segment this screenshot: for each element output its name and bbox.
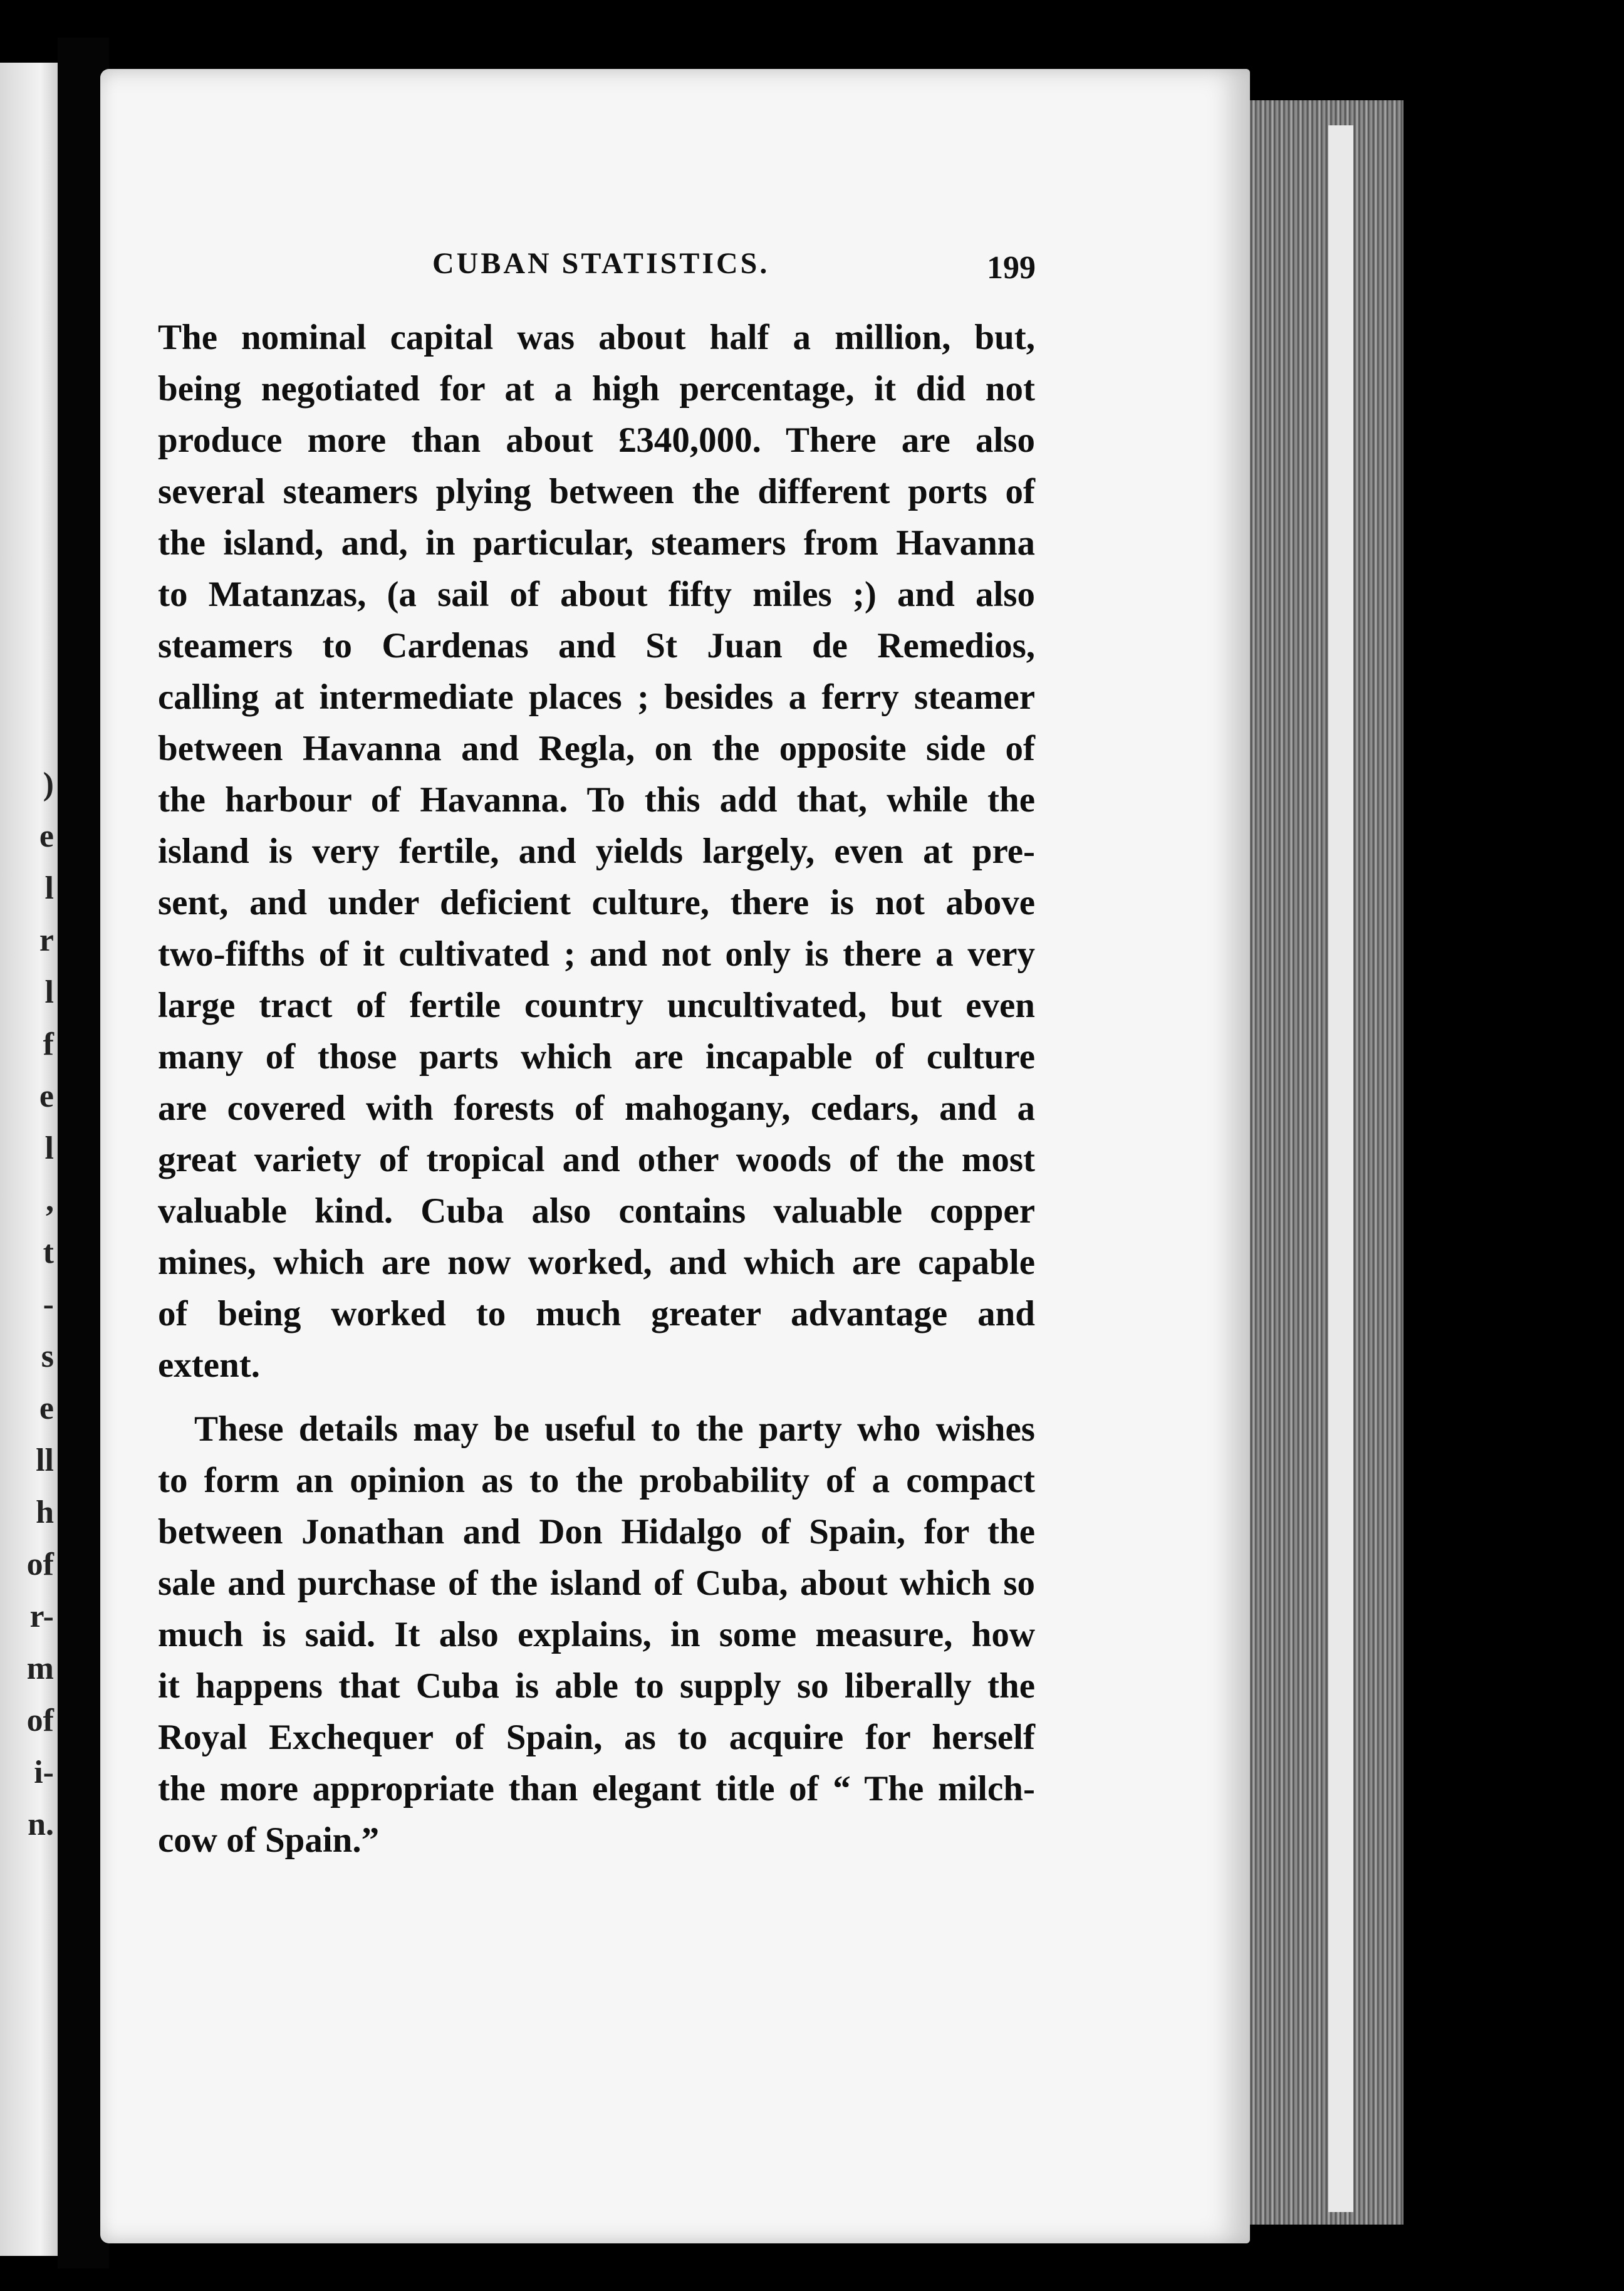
text-line: between Jonathan and Don Hidalgo of Spain, for the [158,1512,1035,1552]
fragment-line: r- [29,1599,54,1634]
text-line: are covered with forests of mahogany, cedars, and a [158,1088,1035,1128]
text-line: being negotiated for at a high percentage, it did not [158,369,1035,409]
fragment-line: t [43,1234,54,1270]
text-line: to Matanzas, (a sail of about fifty miles ;) and also [158,575,1035,614]
fragment-line: s [41,1339,54,1374]
fragment-line: e [39,1078,54,1114]
text-line: island is very fertile, and yields largely, even at pre- [158,832,1035,871]
text-line: two-fifths of it cultivated ; and not only is there a very [158,934,1035,974]
facing-page-edge [0,63,58,2256]
fragment-line: m [26,1651,54,1686]
text-line: steamers to Cardenas and St Juan de Remedios, [158,626,1035,665]
text-line: it happens that Cuba is able to supply so liberally the [158,1666,1035,1706]
fragment-line: e [39,1391,54,1426]
fragment-line: ) [43,766,54,802]
fragment-line: l [44,870,54,906]
fragment-line: n. [28,1807,54,1842]
text-line: several steamers plying between the different ports of [158,472,1035,511]
text-line: to form an opinion as to the probability of a compact [158,1461,1035,1500]
text-line: calling at intermediate places ; besides a ferry steamer [158,677,1035,717]
fragment-line: - [43,1286,54,1322]
text-line: extent. [158,1345,261,1385]
text-line: valuable kind. Cuba also contains valuable copper [158,1191,1035,1231]
facing-page-fragments [4,758,54,1850]
page-stack-highlight [1328,125,1353,2212]
fragment-line: e [39,818,54,854]
text-line: the more appropriate than elegant title of “ The milch- [158,1769,1035,1808]
page-stack-edges [1247,100,1403,2225]
paragraph-2 [158,1404,1035,1866]
text-line: Royal Exchequer of Spain, as to acquire for herself [158,1718,1035,1757]
fragment-line: of [26,1703,54,1738]
fragment-line: , [46,1182,54,1218]
text-line: large tract of fertile country uncultivated, but even [158,986,1035,1025]
text-line: great variety of tropical and other woods of the most [158,1140,1035,1179]
text-line: produce more than about £340,000. There are also [158,420,1035,460]
fragment-line: of [26,1547,54,1582]
text-line: The nominal capital was about half a million, but, [158,318,1035,357]
text-line: sent, and under deficient culture, there is not above [158,883,1035,922]
fragment-line: h [36,1495,54,1530]
text-line: of being worked to much greater advantage and [158,1294,1035,1333]
text-line: between Havanna and Regla, on the opposite side of [158,729,1035,768]
text-line: These details may be useful to the party who wishes [194,1409,1035,1449]
paragraph-1 [158,312,1035,1391]
fragment-line: l [44,1130,54,1166]
text-line: many of those parts which are incapable of culture [158,1037,1035,1077]
fragment-line: r [39,922,54,958]
fragment-line: ll [36,1443,54,1478]
text-line: cow of Spain.” [158,1820,380,1860]
text-line: sale and purchase of the island of Cuba, about which so [158,1563,1035,1603]
page-number: 199 [987,250,1036,286]
running-head: CUBAN STATISTICS. [432,247,770,280]
body-text [158,312,1035,1866]
fragment-line: f [43,1026,54,1062]
fragment-line: l [44,974,54,1010]
fragment-line: i- [34,1755,54,1790]
text-line: the island, and, in particular, steamers from Havanna [158,523,1035,563]
text-line: the harbour of Havanna. To this add that, while the [158,780,1035,820]
text-line: mines, which are now worked, and which are capable [158,1243,1035,1282]
text-line: much is said. It also explains, in some measure, how [158,1615,1035,1654]
